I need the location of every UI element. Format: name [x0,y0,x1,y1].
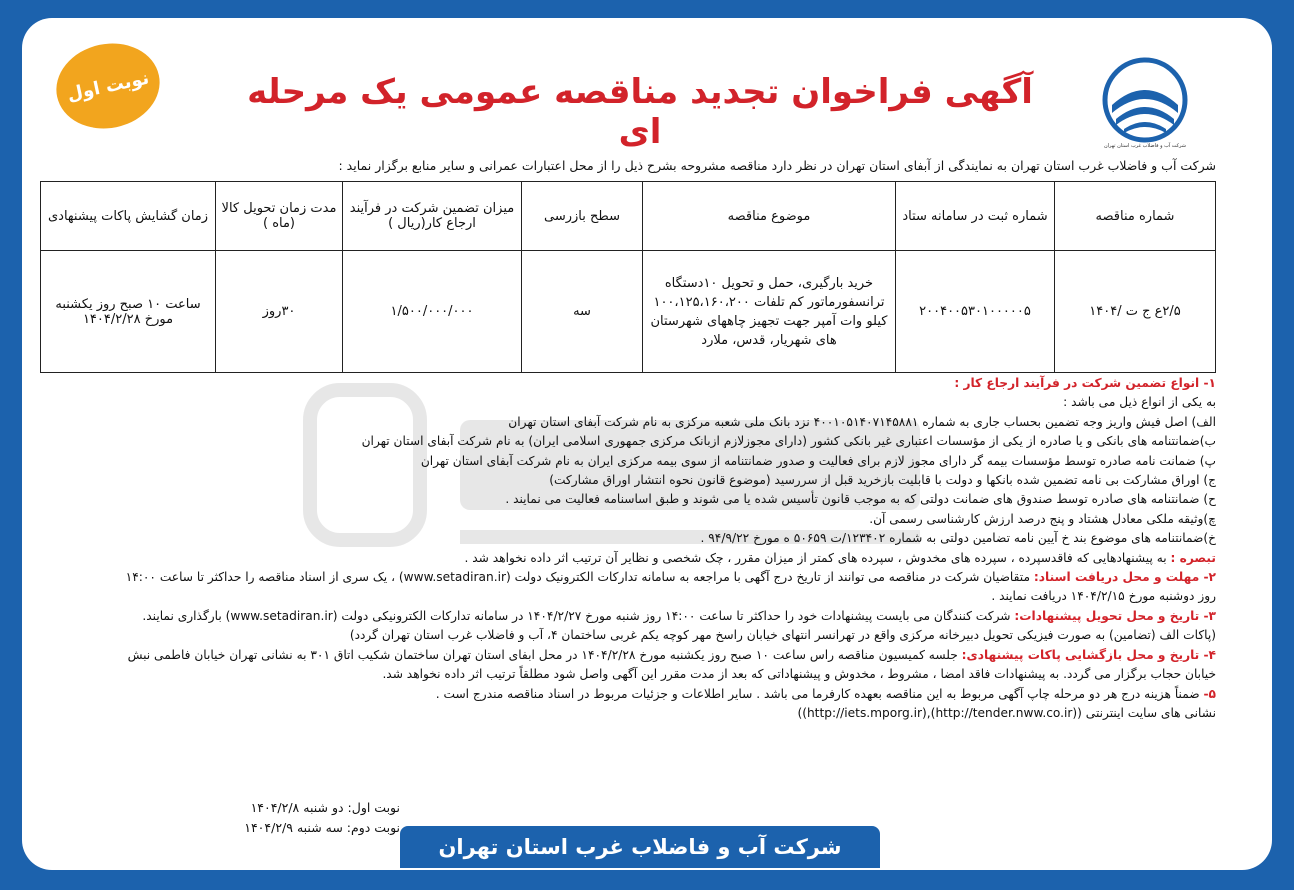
line-text: ضمناً هزینه درج هر دو مرحله چاپ آگهی مربوط به این مناقصه بعهده کارفرما می باشد . سایر اطلاعات و جزئیات مربوط در اسناد مناقصه مندرج است . [435,686,1204,701]
line-text: خ)ضمانتنامه های موضوع بند خ آیین نامه تضامین دولتی به شماره ۱۲۳۴۰۲/ت ۵۰۶۵۹ ه مورخ ۹۴/۹/۲۲ . [700,531,1216,546]
body-line [40,685,1216,704]
first-round-date: نوبت اول: دو شنبه ۱۴۰۴/۲/۸ [250,800,400,815]
line-text: روز دوشنبه مورخ ۱۴۰۴/۲/۱۵ دریافت نمایند . [991,589,1216,604]
company-logo-icon [1090,55,1200,155]
cell-delivery-time: ۳۰روز [216,251,343,373]
footer-company-name: شرکت آب و فاضلاب غرب استان تهران [400,826,880,868]
line-text: چ)وثیقه ملکی معادل هشتاد و پنج درصد ارزش کارشناسی رسمی آن. [869,511,1216,526]
header-setad-number: شماره ثبت در سامانه ستاد [896,182,1055,251]
line-text: خیابان حجاب برگزار می گردد. به پیشنهادات فاقد امضا ، مشروط ، مخدوش و پیشنهاداتی که بعد از مدت مقرر این آگهی واصل شود مطلقاً ترتیب اثر داده نخواهد شد. [382,667,1216,682]
body-line [40,374,1216,393]
second-round-date: نوبت دوم: سه شنبه ۱۴۰۴/۲/۹ [244,820,400,835]
line-text: (پاکات الف (تضامین) به صورت فیزیکی تحویل دبیرخانه مرکزی واقع در تهرانسر انتهای خیابان راسخ مهر کوچه یکم غربی ساختمان ۴، آب و فاضلاب غرب استان تهران گردد) [349,628,1216,643]
cell-tender-number: ۲/۵ع ج ت /۱۴۰۴ [1055,251,1216,373]
body-line [40,413,1216,432]
line-text: پ) ضمانت نامه صادره توسط مؤسسات بیمه گر دارای مجوز لازم برای فعالیت و صدور ضمانتنامه از سوی بیمه مرکزی ایران به نام شرکت آبفای استان تهران [420,453,1216,468]
body-line [40,471,1216,490]
body-line [40,607,1216,626]
line-text: به یکی از انواع ذیل می باشد : [1063,395,1216,410]
line-text: به پیشنهادهایی که فاقدسپرده ، سپرده های مخدوش ، سپرده های کمتر از میزان مقرر ، چک شخصی و نظایر آن ترتیب اثر داده نخواهد شد . [464,550,1171,565]
logo-caption: شرکت آب و فاضلاب غرب استان تهران [1103,143,1186,149]
body-line [40,568,1216,587]
cell-subject: خرید بارگیری، حمل و تحویل ۱۰دستگاه ترانسفورماتور کم تلفات ۱۰۰،۱۲۵،۱۶۰،۲۰۰ کیلو وات آمپر جهت تجهیز چاههای شهرستان های شهریار، قدس، ملارد [643,251,896,373]
line-text: الف) اصل فیش واریز وجه تضمین بحساب جاری به شماره ۴۰۰۱۰۵۱۴۰۷۱۴۵۸۸۱ نزد بانک ملی شعبه مرکزی به نام شرکت آبفای استان تهران [508,414,1216,429]
body-line [40,549,1216,568]
line-text: ح) ضمانتنامه های صادره توسط صندوق های ضمانت دولتی که به موجب قانون تأسیس شده یا می شوند و طبق اساسنامه فعالیت می نمایند . [505,492,1216,507]
body-line [40,626,1216,645]
header-delivery-time: مدت زمان تحویل کالا (ماه ) [216,182,343,251]
body-line [40,529,1216,548]
line-heading: ۲- مهلت و محل دریافت اسناد: [1033,570,1216,585]
header-subject: موضوع مناقصه [643,182,896,251]
page-title: آگهی فراخوان تجدید مناقصه عمومی یک مرحله ای [247,72,1033,152]
body-line [40,510,1216,529]
header-inspection-level: سطح بازرسی [522,182,643,251]
line-text: ج) اوراق مشارکت بی نامه تضمین شده بانکها و دولت با قابلیت بازخرید قبل از سررسید (موضوع قانون نحوه انتشار اوراق مشارکت) [549,473,1216,488]
line-heading: ۴- تاریخ و محل بازگشایی پاکات پیشنهادی: [961,647,1216,662]
intro-text: شرکت آب و فاضلاب غرب استان تهران به نمایندگی از آبفای استان تهران در نظر دارد مناقصه مشروحه بشرح ذیل را از محل اعتبارات عمرانی و سایر منابع برگزار نماید : [338,158,1216,173]
cell-opening-time: ساعت ۱۰ صبح روز یکشنبه مورخ ۱۴۰۴/۲/۲۸ [41,251,216,373]
line-text: شرکت کنندگان می بایست پیشنهادات خود را حداکثر تا ساعت ۱۴:۰۰ روز شنبه مورخ ۱۴۰۴/۲/۲۷ در سامانه تدارکات الکترونیکی دولت (www.setadiran.ir) بارگذاری نمایند. [142,608,1015,623]
publication-dates [160,798,400,838]
body-line [40,490,1216,509]
header-opening-time: زمان گشایش پاکات پیشنهادی [41,182,216,251]
line-heading: ۱- انواع تضمین شرکت در فرآیند ارجاع کار : [954,376,1216,390]
cell-inspection-level: سه [522,251,643,373]
line-text: نشانی های سایت اینترنتی ((http://tender.nww.co.ir),(http://iets.mporg.ir)) [797,705,1216,720]
body-line [40,393,1216,412]
cell-setad-number: ۲۰۰۴۰۰۵۳۰۱۰۰۰۰۰۵ [896,251,1055,373]
line-heading: تبصره : [1170,550,1216,565]
body-line [40,587,1216,606]
body-line [40,665,1216,684]
table-header-row [41,182,1216,251]
body-line [40,432,1216,451]
line-heading: ۳- تاریخ و محل تحویل پیشنهادات: [1014,608,1216,623]
body-line [40,646,1216,665]
tender-table [40,181,1216,373]
header-tender-number: شماره مناقصه [1055,182,1216,251]
line-heading: ۵- [1203,686,1216,701]
body-line [40,704,1216,723]
round-badge: نوبت اول [48,34,167,138]
body-line [40,452,1216,471]
line-text: ب)ضمانتنامه های بانکی و یا صادره از یکی از مؤسسات اعتباری غیر بانکی کشور (دارای مجوزلازم ازبانک مرکزی جمهوری اسلامی ایران) به نام شرکت آبفای استان تهران [361,434,1216,449]
line-text: جلسه کمیسیون مناقصه راس ساعت ۱۰ صبح روز یکشنبه مورخ ۱۴۰۴/۲/۲۸ در محل ابفای استان تهران ساختمان شکیب اتاق ۳۰۱ به نشانی تهران خیابان فاطمی نبش [127,647,962,662]
cell-guarantee-amount: ۱/۵۰۰/۰۰۰/۰۰۰ [343,251,522,373]
header-guarantee-amount: میزان تضمین شرکت در فرآیند ارجاع کار(ریال ) [343,182,522,251]
line-text: متقاضیان شرکت در مناقصه می توانند از تاریخ درج آگهی با مراجعه به سامانه تدارکات الکترونیک دولت (www.setadiran.ir) ، یک سری از اسناد مناقصه را حداکثر تا ساعت ۱۴:۰۰ [125,570,1034,585]
notice-body [40,374,1216,723]
table-row [41,251,1216,373]
